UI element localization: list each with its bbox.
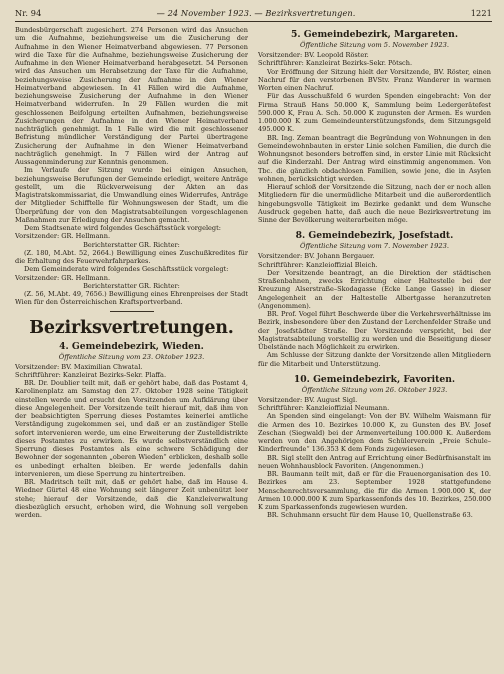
header-rule [15,21,492,22]
paragraph: BR. Ing. Zeman beantragt die Begründung von Wohnungen in den Gemeindewohnbauten in erster Linie solchen Familien, die durch die Wohnungsnot besonders betroffen sind, in erster Linie mit Rücksicht auf die Kinderzahl. Der Antrag wird einstimmig angenommen. Von Tbc. die gänzlich obdachlosen Familien, sowie jene, die in Asylen wohnen, berücksichtigt werden. [258,133,491,183]
chair-line: Vorsitzender: BV. Johann Bergauer. [258,252,375,261]
paragraph: BR. Prof. Vogel führt Beschwerde über die Verkehrsverhältnisse im Bezirk, insbesondere über den Zustand der Lerchenfelder Straße und der Josefstädter Straße. Der Vorsitzende verspricht, bei der Magistratsabteilung vorstellig zu werden und die Beseitigung dieser Übelstände nach Möglichkeit zu erwirken. [258,310,491,351]
section-rule [110,311,154,312]
right-column [258,26,491,666]
reporter-line: Berichterstatter GR. Richter: [83,240,180,249]
chair-line: Vorsitzender: BV. August Sigl. [258,395,358,404]
district-heading: 5. Gemeindebezirk, Margareten. [290,29,459,40]
paragraph: Vor Eröffnung der Sitzung hielt der Vorsitzende, BV. Röster, einen Nachruf für den verstorbenen BVStv. Franz Wanderer in warmen Worten einen Nachruf. [258,67,491,92]
paragraph: Im Verlaufe der Sitzung wurde bei einigen Ansuchen, beziehungsweise Berufungen der Gemeinde erledigt, weitere Anträge gestellt, um die Rückverweisung der Akten an das Magistratskommissariat, die Umwandlung eines Widerrufes, Anträge der Mitglieder Schifftelle für Wohnungswesen der Stadt, um die Überprüfung der von den Magistratsabteilungen vorgeschlagenen Maßnahmen zur Erledigung der Ansuchen gemacht. [15,166,248,224]
paragraph: Hierauf schloß der Vorsitzende die Sitzung, nach der er noch allen Mitgliedern für die unermüdliche Mitarbeit und die außerordentlich hingebungsvolle Tätigkeit im Bezirke gedankt und dem Wunsche Ausdruck gegeben hatte, daß auch die neue Bezirksvertretung im Sinne der Bevölkerung weiterarbeiten möge. [258,183,491,224]
paragraph: BR. Schuhmann ersucht für dem Hause 10, Quellenstraße 63. [267,511,473,520]
secretary-line: Schriftführer: Kanzleirat Bezirks-Sekr. Pötsch. [258,59,413,68]
paragraph: Dem Stadtsenate wird folgendes Geschäftsstück vorgelegt: [24,224,221,232]
session-date: Öffentliche Sitzung vom 5. November 1923. [300,41,449,49]
page-number: 1221 [470,8,492,18]
district-heading: 4. Gemeindebezirk, Wieden. [59,340,204,352]
session-date: Öffentliche Sitzung vom 23. Oktober 1923. [58,352,205,361]
paragraph: Der Vorsitzende beantragt, an die Direktion der städtischen Straßenbahnen, zwecks Errichtung einer Haltestelle bei der Kreuzung Alserstraße–Skodagasse (Ecke Lange Gasse) in dieser Angelegenheit an der Haltestelle Albertgasse heranzutreten (Angenommen). [258,268,491,310]
secretary-line: Schriftführer: Kanzleioffizial Neumann. [258,404,390,412]
district-heading: 8. Gemeindebezirk, Josefstadt. [295,230,454,242]
paragraph: BR. Madritsch teilt mit, daß er gehört habe, daß im Hause 4. Wiedner Gürtel 48 eine Wohnung seit längerer Zeit unbenützt leer stehe; hierauf der Vorsitzende, daß die Kanzleiverwaltung diesbezüglich ersucht, erhoben wird, die Wohnung soll vergeben werden. [15,478,248,519]
secretary-line: Schriftführer: Kanzleirat Bezirks-Sekr. Plaffa. [15,370,167,379]
paragraph: (Z. 56, M.Abt. 49, 7656.) Bewilligung eines Ehrenpreises der Stadt Wien für den Österreichischen Kraftsportverband. [15,290,248,307]
paragraph: (Z. 180, M.Abt. 52, 2664.) Bewilligung eines Zuschußkredites für die Erhaltung des Feuerwehrfahrparkes. [15,248,248,265]
secretary-line: Schriftführer: Kanzleioffizial Bleich. [258,260,378,269]
page-header [15,8,492,20]
paragraph: BR. Sigl stellt den Antrag auf Errichtung einer Bedürfnisanstalt im neuen Wohnhausblock Favoriten. (Angenommen.) [258,453,491,470]
chair-line: Vorsitzender: GR. Hellmann. [15,232,111,241]
session-date: Öffentliche Sitzung vom 26. Oktober 1923. [301,385,448,394]
columns [15,26,492,666]
paragraph: Bundesbürgerschaft zugesichert. 274 Personen wird das Ansuchen um die Aufnahme, beziehungsweise um die Zusicherung der Aufnahme in den Wiener Heimatverband abgewiesen. 77 Personen wird die Taxe für die Aufnahme, beziehungsweise Zusicherung der Aufnahme in den Wiener Heimatverband herabgesetzt. 54 Personen wird das Ansuchen um Herabsetzung der Taxe für die Aufnahme, beziehungsweise Zusicherung der Aufnahme in den Wiener Heimatverband abgewiesen. In 41 Fällen wird die Aufnahme, beziehungsweise Zusicherung der Aufnahme in den Wiener Heimatverband widerrufen. In 29 Fällen wurden die mit geschlossenen Beifolgung erteilten Aufnahmen, beziehungsweise Zusicherungen der Aufnahme in den Wiener Heimatverband nachträglich genehmigt. In 1 Falle wird die mit geschlossener Befristung mündlicher Verständigung der Partei übertragene Zusicherung der Aufnahme in den Wiener Heimatverband nachträglich genehmigt. In 7 Fällen wird der Antrag auf Aussagenminderung zur Kenntnis genommen. [15,26,248,166]
section-title: Bezirksvertretungen. [29,317,234,338]
reporter-line: Berichterstatter GR. Richter: [83,281,180,290]
paragraph: Dem Gemeinderate wird folgendes Geschäftsstück vorgelegt: [24,265,229,274]
district-heading: 10. Gemeindebezirk, Favoriten. [293,373,456,385]
paragraph: Am Schlusse der Sitzung dankte der Vorsitzende allen Mitgliedern für die Mitarbeit und Unterstützung. [258,351,491,368]
paragraph: BR. Baumann teilt mit, daß er für die Frauenorganisation des 10. Bezirkes am 23. September 1928 stattgefundene Menschenrechtsversammlung, die für die Armen 1.900.000 K, der Armen 10.000.000 K zum Sparkassenfonds des 10. Bezirkes, 250.000 K zum Sparkassenfonds zugewiesen wurden. [258,470,491,511]
left-column [15,26,248,666]
paragraph: BR. Dr. Doublier teilt mit, daß er gehört habe, daß das Postamt 4, Karolinenplatz am Samstag den 27. Oktober 1928 seine Tätigkeit einstellen werde und ersucht den Vorsitzenden um Aufklärung über diese Angelegenheit. Der Vorsitzende teilt hierauf mit, daß ihm von der beabsichtigten Sperrung dieses Postamtes keinerlei amtliche Verständigung zugekommen sei, und daß er an zuständiger Stelle sofort intervenieren werde, um eine Erweiterung der Zustelldistrikte dieses Postamtes zu erwirken. Es wurde selbstverständlich eine Sperrung dieses Postamtes als eine schwere Schädigung der Bewohner der sogenannten „oberen Wieden“ erblicken, deshalb solle es unbedingt erhalten bleiben. Er werde jedenfalls dahin intervenieren, um diese Sperrung zu hintertreiben. [15,379,248,478]
spacer [258,368,491,371]
paragraph: An Spenden sind eingelangt: Von der BV. Wilhelm Waismann für die Armen des 10. Bezirkes 10.000 K, zu Gunsten des BV. Josef Zeschan (Siegwald) bei der Armenverteilung 100.000 K. Außerdem werden von den Angehörigen dem Schülerverein „Freie Schule–Kinderfreunde“ 136.353 K dem Fonds zugewiesen. [258,412,491,454]
chair-line: Vorsitzender: GR. Hellmann. [15,273,111,282]
session-date: Öffentliche Sitzung vom 7. November 1923. [300,242,449,251]
chair-line: Vorsitzender: BV. Leopold Röster. [258,51,369,59]
header-section: — 24 November 1923. — Bezirksvertretungen. [156,8,356,18]
paragraph: Für das Ausschußfeld 6 wurden Spenden eingebracht: Von der Firma Strauß Hans 50.000 K, Sammlung beim Ledergerätefest 590.000 K, Frau A. Sch. 50.000 K zugunsten der Armen. Es wurden 1.000.000 K zum Gemeindeunterstützungsfonds, dem Sitzungsgeld 495.000 K. [258,92,491,134]
issue-number: Nr. 94 [15,8,42,18]
chair-line: Vorsitzender: BV. Maximilian Chwatal. [15,362,143,371]
spacer [258,224,491,227]
